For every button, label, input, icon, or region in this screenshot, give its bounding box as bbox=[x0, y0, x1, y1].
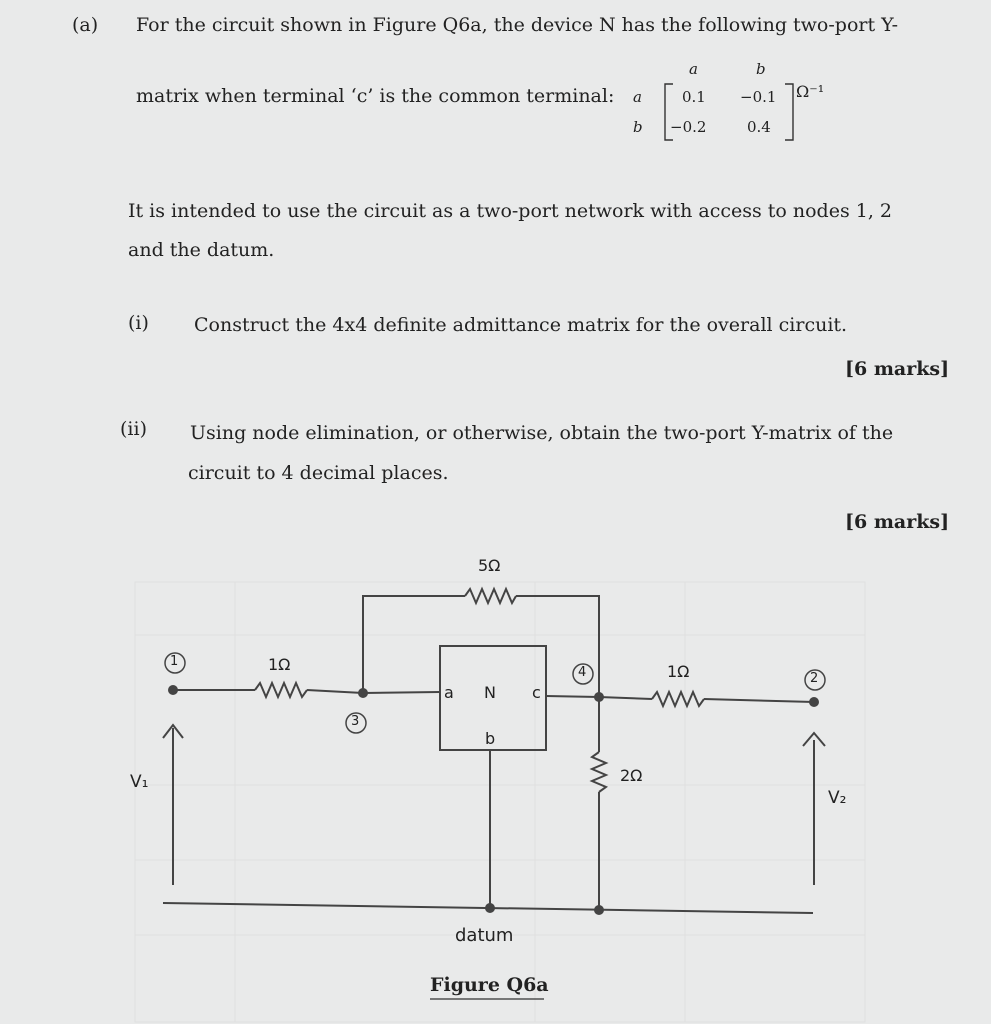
wire-top-right bbox=[516, 596, 599, 693]
terminal-node-2 bbox=[809, 697, 819, 707]
resistor-1ohm-right bbox=[652, 692, 704, 706]
node-2-label: 2 bbox=[810, 671, 819, 686]
sub-ii-label: (ii) bbox=[120, 418, 147, 440]
terminal-node-1 bbox=[168, 685, 178, 695]
matrix-cell-ab: −0.1 bbox=[740, 88, 777, 106]
sub-ii-text-line-2: circuit to 4 decimal places. bbox=[188, 462, 449, 484]
terminal-b-label: b bbox=[485, 729, 496, 748]
matrix-row-label-b: b bbox=[633, 118, 643, 136]
label-1ohm-left: 1Ω bbox=[268, 655, 291, 674]
datum-label: datum bbox=[455, 925, 514, 946]
junction-node-3 bbox=[358, 688, 368, 698]
intro-line-1: For the circuit shown in Figure Q6a, the device N has the following two-port Y- bbox=[136, 14, 899, 36]
wire-to-n3 bbox=[307, 690, 363, 693]
label-2ohm: 2Ω bbox=[620, 766, 643, 785]
node-4-label: 4 bbox=[578, 665, 587, 680]
label-1ohm-right: 1Ω bbox=[667, 662, 690, 681]
resistor-1ohm-left bbox=[255, 683, 307, 697]
label-5ohm: 5Ω bbox=[478, 556, 501, 575]
sub-ii-text-line-1: Using node elimination, or otherwise, obtain the two-port Y-matrix of the bbox=[190, 422, 894, 444]
matrix-row-label-a: a bbox=[633, 88, 642, 106]
wire-n4-right bbox=[599, 697, 652, 699]
terminal-c-label: c bbox=[532, 683, 541, 702]
wire-to-n2 bbox=[704, 699, 814, 702]
figure-grid bbox=[135, 582, 865, 1022]
matrix-unit: Ω⁻¹ bbox=[796, 82, 825, 101]
terminal-a-label: a bbox=[444, 683, 454, 702]
sub-ii-marks: [6 marks] bbox=[845, 511, 950, 533]
matrix-cell-bb: 0.4 bbox=[747, 118, 771, 136]
part-label: (a) bbox=[72, 14, 99, 36]
matrix-cell-aa: 0.1 bbox=[682, 88, 706, 106]
sub-i-label: (i) bbox=[128, 312, 149, 334]
matrix-brackets bbox=[665, 84, 793, 140]
intro-line-2: matrix when terminal ‘c’ is the common terminal: bbox=[136, 85, 615, 107]
para-line-1: It is intended to use the circuit as a two-port network with access to nodes 1, 2 bbox=[128, 200, 892, 222]
para-line-2: and the datum. bbox=[128, 239, 275, 261]
v2-label: V₂ bbox=[828, 788, 847, 808]
junction-datum-b bbox=[485, 903, 495, 913]
resistor-5ohm bbox=[465, 589, 516, 603]
matrix-col-label-b: b bbox=[756, 60, 766, 78]
wire-n3-to-a bbox=[363, 692, 440, 693]
matrix-cell-ba: −0.2 bbox=[670, 118, 707, 136]
wire-c-to-n4 bbox=[546, 696, 599, 697]
device-n-label: N bbox=[484, 683, 496, 702]
node-1-label: 1 bbox=[170, 654, 179, 669]
sub-i-marks: [6 marks] bbox=[845, 358, 950, 380]
matrix-col-label-a: a bbox=[689, 60, 698, 78]
junction-datum-shunt bbox=[594, 905, 604, 915]
figure-caption: Figure Q6a bbox=[430, 974, 549, 996]
node-3-label: 3 bbox=[351, 714, 360, 729]
sub-i-text: Construct the 4x4 definite admittance matrix for the overall circuit. bbox=[194, 314, 848, 336]
junction-node-4 bbox=[594, 692, 604, 702]
resistor-2ohm bbox=[592, 752, 606, 792]
v1-label: V₁ bbox=[130, 772, 149, 792]
wire-top-left bbox=[363, 596, 465, 693]
